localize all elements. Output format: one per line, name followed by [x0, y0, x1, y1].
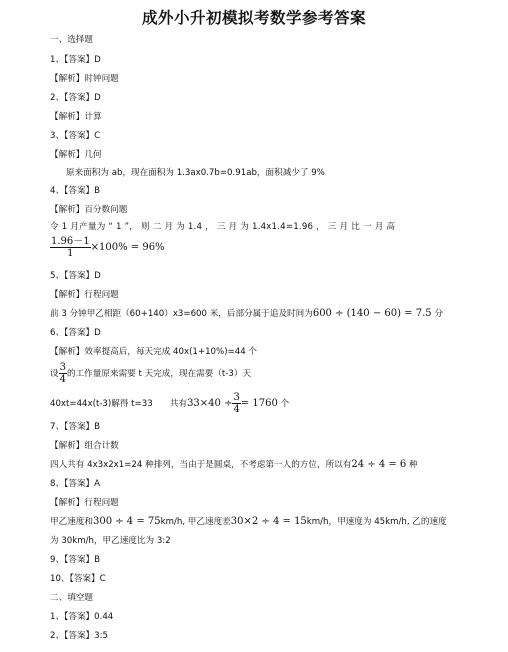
q8-m1: 300 ÷ 4 = 75 — [92, 516, 161, 527]
q5-detail-math: 600 ÷ (140 − 60) = 7.5 — [312, 308, 432, 319]
q7-detail — [50, 459, 418, 471]
q6-fraction-2-denominator: 4 — [233, 404, 240, 415]
q6-line3 — [50, 392, 289, 415]
q7-answer: 7、【答案】B — [50, 422, 101, 432]
q9-answer: 9、【答案】B — [50, 555, 101, 565]
q4-analysis: 【解析】百分数问题 — [50, 205, 128, 215]
q4-detail: 令 1 月产量为 “ 1 ”， 则 二 月 为 1.4 ， 三 月 为 1.4x1.4=1.96 ， 三 月 比 一 月 高 — [50, 222, 396, 232]
q4-fraction-numerator: 1.96－1 — [51, 236, 90, 247]
q6-fraction-2 — [232, 392, 240, 415]
q10-answer: 10、【答案】C — [50, 574, 106, 584]
q3-analysis: 【解析】几何 — [50, 150, 102, 160]
q6-answer: 6、【答案】D — [50, 328, 101, 338]
q8-detail-line2: 为 30km/h，甲乙速度比为 3:2 — [50, 536, 171, 546]
section-heading-fill-in: 二、填空题 — [50, 593, 93, 603]
q3-detail: 原来面积为 ab，现在面积为 1.3ax0.7b=0.91ab，面积减少了 9% — [66, 168, 325, 178]
q2-answer: 2、【答案】D — [50, 93, 101, 103]
q6-line3-math-b: = 1760 — [240, 398, 278, 409]
q8-m2: 30×2 ÷ 4 = 15 — [230, 516, 307, 527]
document-title: 成外小升初模拟考数学参考答案 — [141, 8, 366, 27]
q5-detail — [50, 308, 443, 320]
q7-detail-prefix: 四人共有 4x3x2x1=24 种排列，当由于是圆桌，不考虑第一人的方位，所以有 — [50, 460, 352, 470]
q8-detail-line1 — [50, 516, 447, 528]
q8-d3: km/h，甲速度为 45km/h, 乙的速度 — [306, 517, 447, 527]
q8-d2: km/h, 甲乙速度差 — [160, 517, 231, 527]
q3-answer: 3、【答案】C — [50, 131, 101, 141]
q5-answer: 5、【答案】D — [50, 271, 101, 281]
q6-line3-math-a: 33×40 ÷ — [187, 398, 233, 409]
q5-detail-suffix: 分 — [434, 309, 443, 319]
q4-formula — [50, 236, 165, 259]
q6-line3-suffix: 个 — [280, 399, 290, 409]
q4-fraction — [50, 236, 91, 259]
q5-analysis: 【解析】行程问题 — [50, 290, 119, 300]
q6-fraction-1 — [59, 362, 67, 385]
fill-2-answer: 2、【答案】3:5 — [50, 631, 108, 641]
q4-answer: 4、【答案】B — [50, 186, 101, 196]
q4-formula-tail: ×100% = 96% — [90, 242, 165, 253]
q1-analysis: 【解析】时钟问题 — [50, 74, 119, 84]
q4-fraction-denominator: 1 — [67, 248, 74, 259]
q6-line2-suffix: 的工作量原来需要 t 天完成，现在需要（t-3）天 — [66, 369, 252, 379]
q6-line2 — [50, 362, 251, 385]
q8-answer: 8、【答案】A — [50, 479, 101, 489]
q6-fraction-1-denominator: 4 — [59, 374, 66, 385]
q7-analysis: 【解析】组合计数 — [50, 441, 119, 451]
q8-d1: 甲乙速度和 — [50, 517, 93, 527]
q6-fraction-1-numerator: 3 — [59, 362, 66, 373]
q8-analysis: 【解析】行程问题 — [50, 498, 119, 508]
q2-analysis: 【解析】计算 — [50, 112, 102, 122]
q5-detail-prefix: 前 3 分钟甲乙相距（60+140）x3=600 米，后部分属于追及时间为 — [50, 309, 313, 319]
q6-fraction-2-numerator: 3 — [233, 392, 240, 403]
q6-analysis: 【解析】效率提高后，每天完成 40x(1+10%)=44 个 — [50, 347, 258, 357]
section-heading-multiple-choice: 一、选择题 — [50, 35, 93, 45]
q1-answer: 1、【答案】D — [50, 55, 101, 65]
q7-detail-suffix: 种 — [409, 460, 418, 470]
q6-line2-prefix: 设 — [50, 369, 59, 379]
q7-detail-math: 24 ÷ 4 = 6 — [351, 459, 407, 470]
q6-line3-prefix: 40xt=44x(t-3)解得 t=33 共有 — [50, 399, 188, 409]
fill-1-answer: 1、【答案】0.44 — [50, 612, 114, 622]
